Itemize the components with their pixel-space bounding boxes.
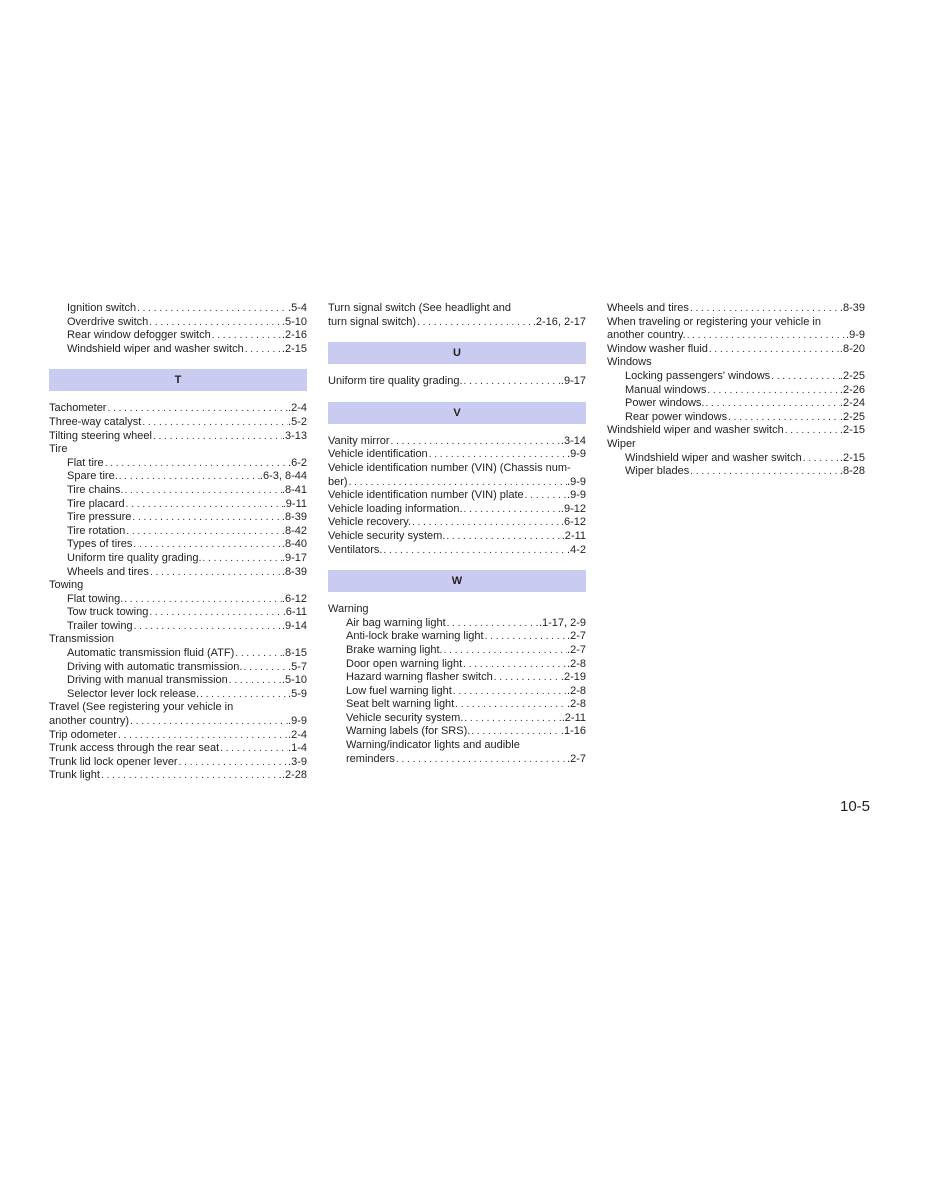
index-heading: Windows	[607, 356, 652, 369]
index-entry	[49, 329, 307, 343]
dot-leader	[390, 435, 561, 449]
index-entry	[49, 756, 307, 770]
dot-leader	[462, 658, 567, 672]
index-heading: Warning/indicator lights and audible	[346, 739, 520, 752]
entry-page-ref: .2-11	[561, 529, 586, 542]
entry-term: Wheels and tires	[67, 565, 149, 578]
dot-leader	[708, 343, 840, 357]
dot-leader	[689, 302, 840, 316]
entry-page-ref: .2-7	[567, 752, 586, 765]
entry-page-ref: .1-17, 2-9	[538, 616, 586, 629]
index-entry	[49, 416, 307, 430]
entry-page-ref: .2-25	[839, 410, 865, 423]
dot-leader	[125, 498, 283, 512]
dot-leader	[443, 644, 567, 658]
entry-term: Anti-lock brake warning light	[346, 630, 484, 643]
entry-page-ref: .8-15	[281, 647, 307, 660]
entry-page-ref: .2-8	[567, 657, 586, 670]
entry-page-ref: .8-39	[281, 565, 307, 578]
entry-term: Trunk access through the rear seat	[49, 742, 220, 755]
index-entry	[49, 457, 307, 471]
page-number: 10-5	[840, 798, 871, 815]
entry-page-ref: .2-8	[567, 684, 586, 697]
index-entry	[607, 302, 865, 316]
entry-page-ref: .4-2	[567, 543, 586, 556]
dot-leader	[493, 671, 561, 685]
dot-leader	[141, 416, 288, 430]
entry-page-ref: .8-28	[839, 465, 865, 478]
entry-term: Brake warning light.	[346, 643, 443, 656]
entry-term: Windshield wiper and washer switch	[607, 424, 784, 437]
entry-term: Window washer fluid	[607, 342, 708, 355]
entry-term: Wiper blades	[625, 465, 690, 478]
index-heading: Travel (See registering your vehicle in	[49, 701, 234, 714]
entry-page-ref: .2-26	[839, 383, 865, 396]
dot-leader	[199, 688, 288, 702]
index-entry	[328, 725, 586, 739]
entry-term: Power windows.	[625, 397, 705, 410]
index-entry	[328, 644, 586, 658]
entry-page-ref: .9-9	[567, 489, 586, 502]
index-entry	[49, 552, 307, 566]
entry-page-ref: .6-12	[560, 516, 586, 529]
entry-page-ref: .9-9	[846, 329, 865, 342]
index-entry	[328, 503, 586, 517]
dot-leader	[704, 397, 839, 411]
index-entry	[328, 630, 586, 644]
entry-term: Uniform tire quality grading.	[67, 551, 202, 564]
index-heading: Wiper	[607, 437, 636, 450]
index-entry	[49, 498, 307, 512]
index-entry	[49, 302, 307, 316]
entry-term: Warning labels (for SRS).	[346, 725, 471, 738]
entry-term: Tire chains.	[67, 483, 124, 496]
index-column-3	[607, 302, 865, 479]
dot-leader	[129, 715, 288, 729]
entry-page-ref: .2-4	[288, 728, 307, 741]
index-entry	[49, 343, 307, 357]
dot-leader	[416, 316, 533, 330]
dot-leader	[242, 661, 288, 675]
index-entry	[607, 384, 865, 398]
dot-leader	[428, 448, 567, 462]
index-heading: Transmission	[49, 633, 114, 646]
entry-term: reminders	[346, 752, 395, 765]
index-entry	[49, 742, 307, 756]
entry-page-ref: .9-12	[560, 502, 586, 515]
dot-leader	[123, 593, 282, 607]
index-entry	[607, 370, 865, 384]
entry-term: Air bag warning light	[346, 616, 446, 629]
index-heading: When traveling or registering your vehicle in	[607, 315, 821, 328]
entry-term: another country)	[49, 715, 130, 728]
entry-term: Ignition switch	[67, 302, 137, 314]
dot-leader	[445, 530, 561, 544]
index-heading: Vehicle identification number (VIN) (Chassis num-	[328, 461, 571, 474]
index-entry	[49, 729, 307, 743]
index-entry	[49, 688, 307, 702]
dot-leader	[727, 411, 840, 425]
dot-leader	[104, 457, 288, 471]
dot-leader	[132, 538, 282, 552]
index-entry	[49, 606, 307, 620]
entry-page-ref: .9-11	[282, 497, 307, 510]
section-header-w: W	[328, 570, 586, 592]
entry-term: ber)	[328, 475, 348, 488]
entry-page-ref: .8-41	[281, 483, 307, 496]
entry-page-ref: .6-3, 8-44	[259, 470, 307, 483]
entry-term: Tire rotation	[67, 524, 126, 537]
entry-term: Vehicle loading information.	[328, 502, 463, 515]
entry-page-ref: .9-17	[560, 375, 586, 388]
entry-term: Windshield wiper and washer switch	[625, 451, 802, 464]
dot-leader	[106, 402, 288, 416]
entry-page-ref: .3-9	[288, 755, 307, 768]
entry-term: Vehicle identification	[328, 448, 428, 461]
dot-leader	[178, 756, 288, 770]
index-entry	[49, 470, 307, 484]
entry-page-ref: .2-16, 2-17	[532, 315, 586, 328]
entry-page-ref: .2-28	[281, 769, 307, 782]
entry-term: Overdrive switch	[67, 315, 149, 328]
dot-leader	[148, 606, 282, 620]
entry-term: Trailer towing	[67, 619, 133, 632]
entry-page-ref: .9-17	[281, 551, 307, 564]
entry-group	[607, 302, 865, 479]
index-entry	[328, 698, 586, 712]
entry-term: Wheels and tires	[607, 302, 689, 314]
dot-leader	[784, 424, 840, 438]
dot-leader	[770, 370, 840, 384]
dot-leader	[219, 742, 288, 756]
dot-leader	[202, 552, 282, 566]
index-column-1	[49, 302, 307, 783]
entry-term: Tachometer	[49, 402, 107, 415]
entry-page-ref: .2-24	[839, 397, 865, 410]
index-entry	[328, 516, 586, 530]
entry-page-ref: .5-10	[281, 674, 307, 687]
entry-term: Windshield wiper and washer switch	[67, 342, 244, 355]
dot-leader	[524, 489, 567, 503]
dot-leader	[117, 729, 288, 743]
entry-page-ref: .2-4	[288, 402, 307, 415]
entry-term: Locking passengers' windows	[625, 369, 771, 382]
entry-term: Trunk lid lock opener lever	[49, 755, 178, 768]
entry-term: Flat towing.	[67, 592, 124, 605]
index-entry	[49, 769, 307, 783]
dot-leader	[463, 712, 561, 726]
entry-page-ref: .8-40	[281, 538, 307, 551]
index-entry	[328, 544, 586, 558]
entry-page-ref: .8-39	[839, 302, 865, 314]
entry-page-ref: .2-7	[567, 643, 586, 656]
entry-term: Manual windows	[625, 383, 707, 396]
section-header-u: U	[328, 342, 586, 364]
entry-term: Vanity mirror	[328, 434, 390, 447]
entry-page-ref: .5-7	[288, 660, 307, 673]
dot-leader	[228, 674, 282, 688]
dot-leader	[706, 384, 840, 398]
index-entry	[607, 343, 865, 357]
dot-leader	[689, 465, 840, 479]
index-entry	[328, 448, 586, 462]
entry-term: Tow truck towing	[67, 606, 149, 619]
entry-term: Spare tire.	[67, 470, 118, 483]
index-entry	[49, 511, 307, 525]
dot-leader	[118, 470, 260, 484]
index-entry	[49, 647, 307, 661]
index-entry	[607, 329, 865, 343]
entry-page-ref: .9-14	[281, 619, 307, 632]
entry-page-ref: .2-15	[839, 451, 865, 464]
index-entry	[49, 620, 307, 634]
entry-page-ref: .6-2	[288, 456, 307, 469]
dot-leader	[244, 343, 282, 357]
entry-page-ref: .2-25	[839, 369, 865, 382]
dot-leader	[411, 516, 561, 530]
entry-term: Vehicle security system.	[328, 529, 446, 542]
entry-term: Driving with automatic transmission.	[67, 660, 243, 673]
entry-term: turn signal switch)	[328, 315, 417, 328]
index-entry	[49, 525, 307, 539]
entry-term: Types of tires	[67, 538, 133, 551]
index-entry	[49, 661, 307, 675]
entry-term: Rear power windows	[625, 410, 728, 423]
index-entry	[328, 712, 586, 726]
entry-page-ref: .9-9	[567, 448, 586, 461]
entry-page-ref: .8-39	[281, 511, 307, 524]
entry-page-ref: .6-12	[281, 592, 307, 605]
index-entry	[328, 316, 586, 330]
dot-leader	[123, 484, 281, 498]
entry-page-ref: .2-7	[567, 630, 586, 643]
entry-page-ref: .2-15	[281, 342, 307, 355]
entry-term: Seat belt warning light	[346, 698, 455, 711]
dot-leader	[382, 544, 567, 558]
entry-term: another country.	[607, 329, 686, 342]
index-entry	[49, 538, 307, 552]
section-header-v: V	[328, 402, 586, 424]
index-entry	[49, 715, 307, 729]
entry-page-ref: .8-20	[839, 342, 865, 355]
entry-term: Tire pressure	[67, 511, 132, 524]
entry-group	[328, 435, 586, 557]
dot-leader	[234, 647, 282, 661]
index-entry	[328, 753, 586, 767]
entry-term: Flat tire	[67, 456, 104, 469]
entry-term: Door open warning light	[346, 657, 463, 670]
dot-leader	[211, 329, 282, 343]
dot-leader	[395, 753, 567, 767]
entry-group	[49, 302, 307, 356]
entry-page-ref: .5-2	[288, 415, 307, 428]
entry-term: Automatic transmission fluid (ATF)	[67, 647, 235, 660]
entry-page-ref: .2-8	[567, 698, 586, 711]
entry-page-ref: .6-11	[282, 606, 307, 619]
entry-term: Vehicle recovery.	[328, 516, 411, 529]
index-entry	[49, 430, 307, 444]
index-column-2	[328, 302, 586, 766]
index-entry	[328, 671, 586, 685]
index-entry	[607, 452, 865, 466]
dot-leader	[484, 630, 567, 644]
dot-leader	[802, 452, 840, 466]
index-entry	[328, 476, 586, 490]
entry-group	[328, 375, 586, 389]
dot-leader	[463, 375, 561, 389]
index-entry	[49, 316, 307, 330]
index-entry	[328, 375, 586, 389]
dot-leader	[100, 769, 282, 783]
dot-leader	[446, 617, 539, 631]
entry-term: Trip odometer	[49, 728, 118, 741]
index-entry	[328, 617, 586, 631]
dot-leader	[152, 430, 282, 444]
entry-term: Vehicle security system.	[346, 711, 464, 724]
entry-term: Driving with manual transmission	[67, 674, 228, 687]
entry-page-ref: .2-11	[561, 711, 586, 724]
entry-term: Tilting steering wheel	[49, 429, 152, 442]
index-entry	[328, 435, 586, 449]
dot-leader	[463, 503, 561, 517]
entry-term: Tire placard	[67, 497, 125, 510]
index-entry	[328, 530, 586, 544]
entry-page-ref: .2-19	[560, 671, 586, 684]
entry-group	[328, 302, 586, 329]
entry-term: Hazard warning flasher switch	[346, 671, 493, 684]
entry-term: Vehicle identification number (VIN) plate	[328, 489, 524, 502]
entry-term: Ventilators.	[328, 543, 383, 556]
dot-leader	[452, 685, 567, 699]
entry-page-ref: .2-16	[281, 329, 307, 342]
entry-page-ref: .9-9	[567, 475, 586, 488]
index-entry	[49, 593, 307, 607]
index-entry	[328, 489, 586, 503]
index-heading: Turn signal switch (See headlight and	[328, 302, 512, 314]
dot-leader	[148, 316, 282, 330]
entry-page-ref: .3-14	[560, 434, 586, 447]
index-entry	[328, 658, 586, 672]
section-header-t: T	[49, 369, 307, 391]
index-entry	[49, 484, 307, 498]
entry-term: Uniform tire quality grading.	[328, 375, 463, 388]
entry-page-ref: .2-15	[839, 424, 865, 437]
entry-term: Three-way catalyst	[49, 415, 142, 428]
dot-leader	[136, 302, 288, 316]
entry-term: Trunk light	[49, 769, 100, 782]
entry-page-ref: .1-4	[288, 742, 307, 755]
dot-leader	[125, 525, 282, 539]
entry-page-ref: .5-4	[288, 302, 307, 314]
dot-leader	[348, 476, 567, 490]
dot-leader	[133, 620, 282, 634]
index-entry	[49, 674, 307, 688]
entry-term: Selector lever lock release.	[67, 687, 200, 700]
dot-leader	[131, 511, 282, 525]
entry-page-ref: .5-9	[288, 687, 307, 700]
entry-term: Low fuel warning light	[346, 684, 452, 697]
entry-page-ref: .5-10	[281, 315, 307, 328]
entry-page-ref: .1-16	[560, 725, 586, 738]
entry-term: Rear window defogger switch	[67, 329, 211, 342]
entry-group	[49, 402, 307, 783]
index-heading: Towing	[49, 579, 84, 592]
index-entry	[607, 397, 865, 411]
dot-leader	[686, 329, 846, 343]
index-entry	[328, 685, 586, 699]
entry-page-ref: .3-13	[281, 429, 307, 442]
index-entry	[607, 465, 865, 479]
index-entry	[607, 411, 865, 425]
index-heading: Tire	[49, 443, 68, 456]
dot-leader	[454, 698, 567, 712]
entry-page-ref: .8-42	[281, 524, 307, 537]
index-entry	[49, 566, 307, 580]
entry-group	[328, 603, 586, 766]
index-heading: Warning	[328, 603, 369, 616]
index-entry	[607, 424, 865, 438]
dot-leader	[470, 725, 561, 739]
entry-page-ref: .9-9	[288, 715, 307, 728]
index-entry	[49, 402, 307, 416]
dot-leader	[149, 566, 282, 580]
